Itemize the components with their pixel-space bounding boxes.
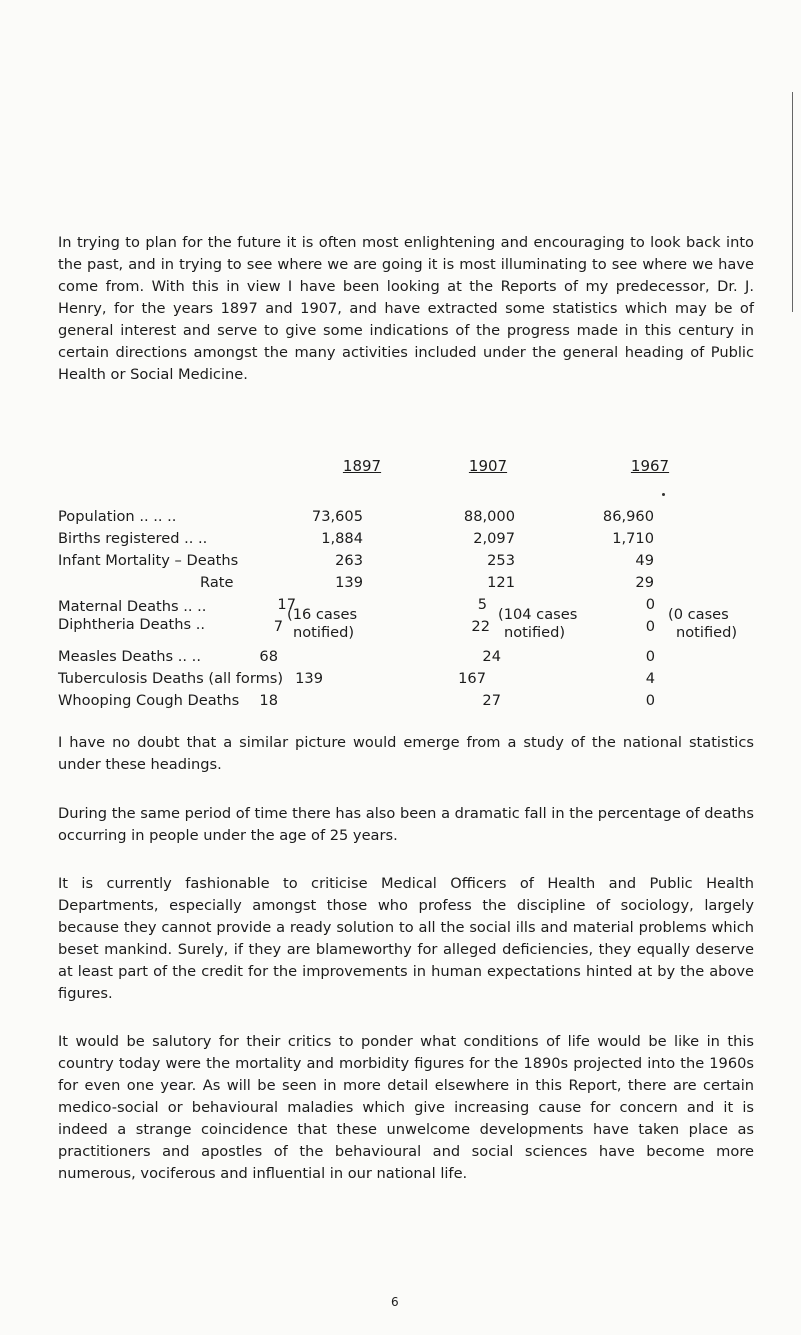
row-label-infant-rate: Rate — [200, 574, 234, 591]
paragraph-national-statistics: I have no doubt that a similar picture would emerge from a study of the national statistics under these headings. — [58, 734, 754, 773]
cell-births-1907: 2,097 — [473, 530, 515, 547]
cell-diphtheria-1897: 7 — [273, 618, 283, 635]
cell-maternal-1907: 5 — [477, 596, 487, 613]
paragraph-salutory-critics: It would be salutory for their critics to ponder what conditions of life would be like in this country today were the mortality and morbidity figures for the 1890s projected into the 1960s for even one year. As will be seen in more detail elsewhere in this Report, there are certain medico-social or behavioural maladies which give increasing cause for concern and it is indeed a strange coincidence that these unwelcome developments have taken place as practitioners and apostles of the behavioural and social sciences have become more numerous, vociferous and influential in our national life. — [58, 1033, 754, 1182]
cell-measles-1907: 24 — [482, 648, 501, 665]
row-label-diphtheria-deaths: Diphtheria Deaths .. — [58, 616, 206, 633]
cell-infant-deaths-1897: 263 — [335, 552, 363, 569]
year-header-1897: 1897 — [342, 457, 382, 475]
cell-population-1897: 73,605 — [311, 508, 363, 525]
cell-infant-rate-1967: 29 — [635, 574, 654, 591]
intro-paragraph: In trying to plan for the future it is often most enlightening and encouraging to look back into the past, and in trying to see where we are going it is most illuminating to see where we have come from. With this in view I have been looking at the Reports of my predecessor, Dr. J. Henry, for the years 1897 and 1907, and have extracted some statistics which may be of general interest and serve to give some indications of the progress made in this century in certain directions amongst the many activities included under the general heading of Public Health or Social Medicine. — [58, 234, 754, 383]
cell-whooping-cough-1897: 18 — [259, 692, 278, 709]
cell-population-1907: 88,000 — [463, 508, 515, 525]
cell-whooping-cough-1907: 27 — [482, 692, 501, 709]
cell-infant-rate-1897: 139 — [335, 574, 363, 591]
cell-whooping-cough-1967: 0 — [645, 692, 655, 709]
diphtheria-note-1907: (104 cases notified) — [498, 606, 578, 641]
cell-measles-1897: 68 — [259, 648, 278, 665]
cell-diphtheria-1907: 22 — [471, 618, 490, 635]
page-number: 6 — [391, 1295, 399, 1309]
row-label-whooping-cough-deaths: Whooping Cough Deaths — [58, 692, 240, 709]
cell-diphtheria-1967: 0 — [645, 618, 655, 635]
cell-maternal-1967: 0 — [645, 596, 655, 613]
year-header-1967: 1967 — [630, 457, 670, 475]
paragraph-deaths-under-25: During the same period of time there has also been a dramatic fall in the percentage of deaths occurring in people under the age of 25 years. — [58, 805, 754, 844]
stray-mark — [662, 493, 665, 496]
row-label-measles-deaths: Measles Deaths .. .. — [58, 648, 201, 665]
cell-maternal-1897: 17 — [277, 596, 296, 613]
cell-tuberculosis-1967: 4 — [645, 670, 655, 687]
cell-infant-deaths-1907: 253 — [487, 552, 515, 569]
cell-tuberculosis-1907: 167 — [458, 670, 486, 687]
row-label-population: Population .. .. .. — [58, 508, 177, 525]
row-label-infant-deaths: Infant Mortality – Deaths — [58, 552, 239, 569]
cell-tuberculosis-1897: 139 — [295, 670, 323, 687]
diphtheria-note-1967: (0 cases notified) — [668, 606, 738, 641]
year-header-1907: 1907 — [468, 457, 508, 475]
row-label-tuberculosis-deaths: Tuberculosis Deaths (all forms) — [58, 670, 284, 687]
row-label-maternal-deaths: Maternal Deaths .. .. — [58, 598, 207, 615]
paragraph-critics-of-moh: It is currently fashionable to criticise Medical Officers of Health and Public Health Departments, especially amongst those who profess the discipline of sociology, largely because they cannot provide a ready solution to all the social ills and material problems which beset mankind. Surely, if they are blameworthy for alleged deficiencies, they equally deserve at least part of the credit for the improvements in human expectations hinted at by the above figures. — [58, 875, 754, 1002]
cell-infant-deaths-1967: 49 — [635, 552, 654, 569]
cell-population-1967: 86,960 — [602, 508, 654, 525]
cell-births-1967: 1,710 — [612, 530, 654, 547]
cell-births-1897: 1,884 — [321, 530, 363, 547]
cell-measles-1967: 0 — [645, 648, 655, 665]
diphtheria-note-1897: (16 cases notified) — [287, 606, 358, 641]
row-label-births: Births registered .. .. — [58, 530, 208, 547]
cell-infant-rate-1907: 121 — [487, 574, 515, 591]
